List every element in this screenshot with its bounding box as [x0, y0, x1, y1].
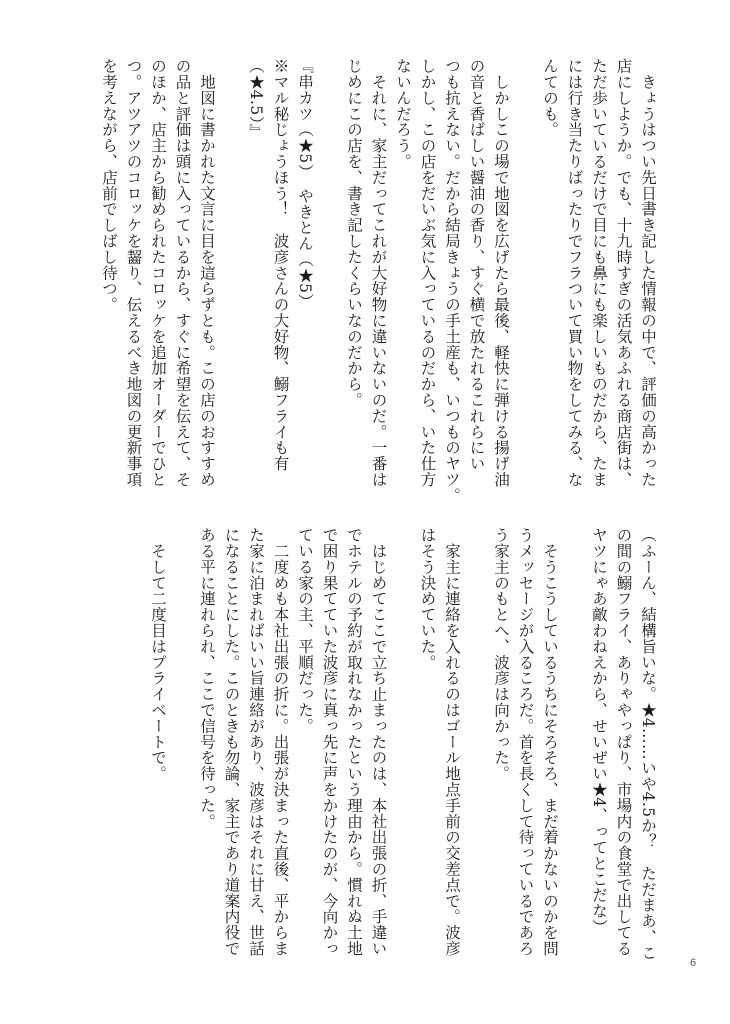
text-line: ただ歩いているだけで目にも鼻にも楽しいものだから、たま: [590, 58, 608, 488]
top-text-block: [60, 58, 660, 508]
text-line: には行き当たりばったりでフラついて買い物をしてみる、な: [565, 58, 584, 488]
blank-line: [317, 58, 342, 508]
text-line: そして二度目はプライベートで。: [149, 527, 167, 782]
text-line: はそう決めていた。: [418, 527, 437, 671]
text-line: しかしこの場で地図を広げたら最後、軽快に弾ける揚げ油: [492, 58, 510, 488]
text-line: つ。アツアツのコロッケを齧り、伝えるべき地図の更新事項: [124, 58, 143, 488]
text-line: （★4.5）』: [247, 58, 265, 140]
text-line: はじめてここで立ち止まったのは、本社出張の折、手違い: [369, 527, 388, 957]
text-line: になることにした。このときも勿論、家主であり道案内役で: [222, 527, 241, 957]
text-line: た家に泊まればいい旨連絡があり、波彦はそれに甘え、世話: [247, 527, 265, 957]
bottom-text-block: [60, 527, 660, 967]
text-line: うメッセージが入るころだ。首を長くして待っているであろ: [516, 527, 535, 957]
blank-line: [464, 527, 489, 967]
text-line: の品と評価は頭に入っているから、すぐに希望を伝えて、そ: [173, 58, 192, 488]
text-line: んてのも。: [541, 58, 559, 138]
text-line: でホテルの予約が取れなかったという理由から。慣れぬ土地: [345, 527, 363, 957]
text-line: 店にしようか。でも、十九時すぎの活気あふれる商店街は、: [614, 58, 633, 488]
blank-line: [219, 58, 244, 508]
text-line: そうこうしているうちにそろそろ、まだ着かないのかを問: [541, 527, 559, 957]
text-line: それに、家主だってこれが大好物に違いないのだ。一番は: [369, 58, 388, 488]
text-line: しかし、この店をだいぶ気に入っているのだから、いた仕方: [418, 58, 437, 488]
text-line: ている家の主、平順だった。: [296, 527, 314, 734]
text-line: 地図に書かれた文言に目を這らずとも。この店のおすすめ: [198, 58, 216, 488]
text-line: きょうはつい先日書き記した情報の中で、評価の高かった: [639, 58, 657, 488]
text-line: う家主のもとへ、波彦は向かった。: [492, 527, 510, 782]
text-line: ※マル秘じょうほう！ 波彦さんの大好物、鰯フライも有: [271, 58, 290, 472]
blank-line: [170, 527, 195, 967]
text-line: じめにこの店を、書き記したくらいなのだから。: [345, 58, 363, 408]
text-line: を考えながら、店前でしばし待つ。: [100, 58, 118, 313]
text-line: 家主に連絡を入れるのはゴール地点手前の交差点で。波彦: [443, 527, 461, 957]
text-line: ないんだろう。: [394, 58, 412, 170]
text-line: のほか、店主から勧められたコロッケを追加オーダーでひと: [149, 58, 167, 488]
text-line: 二度めも本社出張の折に。出張が決まった直後、平からま: [271, 527, 290, 957]
text-line: の音と香ばしい醤油の香り、すぐ横で放たれるこれらにい: [467, 58, 486, 472]
text-line: ヤツにゃあ敵わねえから、せいぜい★4、ってとこだな）: [590, 527, 608, 935]
text-line: （ふーん、結構旨いな。★4……いや4.5か？ ただまあ、こ: [639, 527, 657, 961]
text-line: 『串カツ（★5） やきとん（★5）: [296, 58, 314, 310]
blank-line: [513, 58, 538, 508]
text-line: の間の鰯フライ、ありゃやっぱり、市場内の食堂で出してる: [614, 527, 633, 957]
blank-line: [562, 527, 587, 967]
blank-line: [391, 527, 416, 967]
text-line: で困り果てていた波彦に真っ先に声をかけたのが、今向かっ: [320, 527, 339, 957]
text-line: ある平に連れられ、ここで信号を待った。: [198, 527, 216, 830]
text-line: つも抗えない。だから結局きょうの手土産も、いつものヤツ。: [443, 58, 461, 504]
page-number: 6: [690, 957, 697, 969]
